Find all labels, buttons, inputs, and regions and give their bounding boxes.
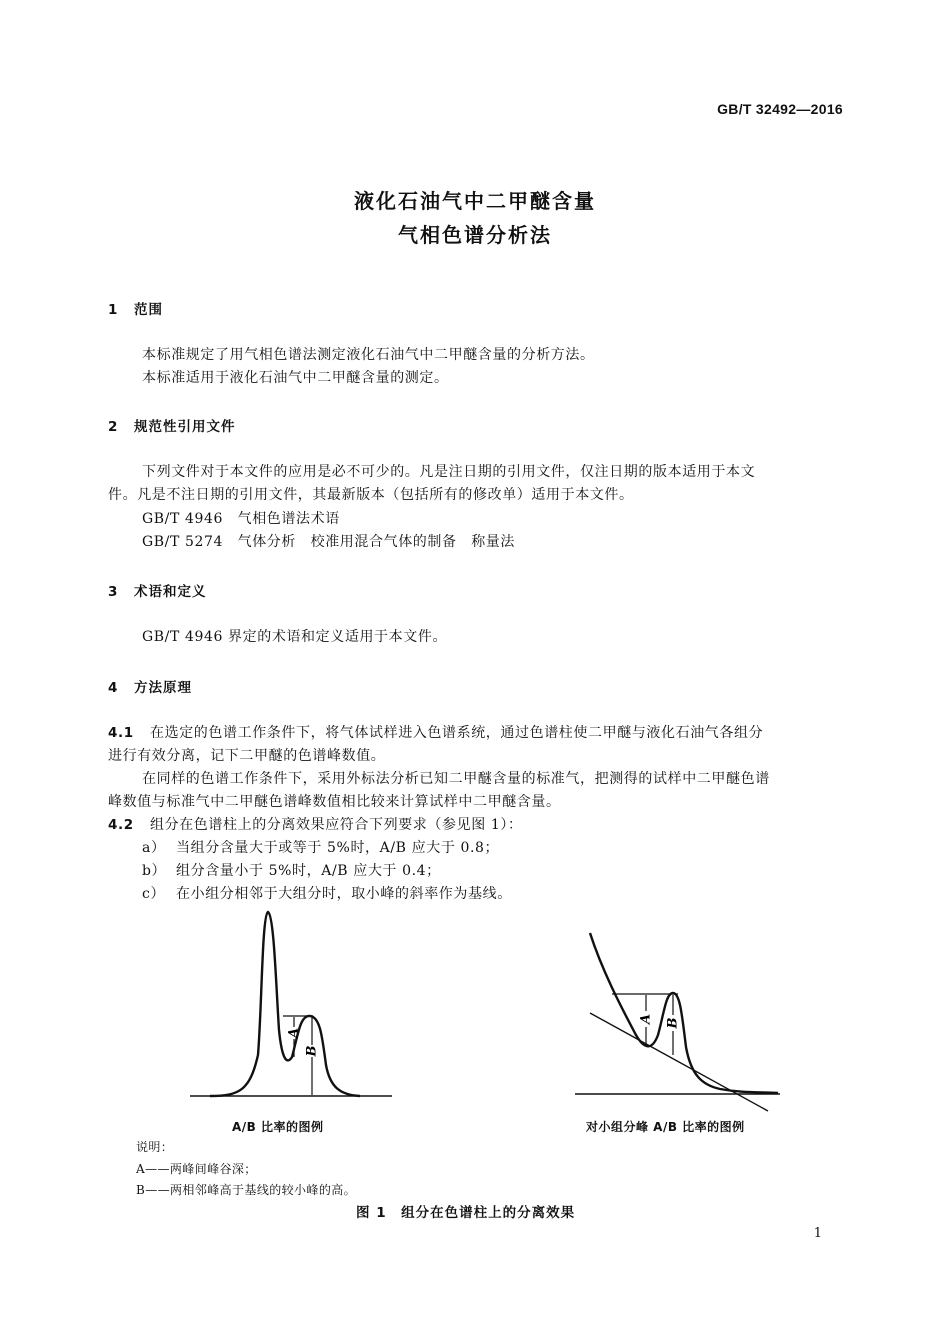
list-text: 在小组分相邻于大组分时，取小峰的斜率作为基线。	[176, 886, 512, 902]
section-3-heading	[108, 580, 207, 600]
list-marker: a）	[142, 840, 166, 856]
list-item	[142, 883, 512, 903]
list-marker: c）	[142, 886, 166, 902]
document-title-line1: 液化石油气中二甲醚含量	[354, 189, 596, 213]
label-b: B	[304, 1045, 320, 1057]
section-number: 3	[108, 584, 119, 600]
label-a: A	[286, 1027, 302, 1039]
page-number: 1	[813, 1226, 822, 1241]
list-text: 当组分含量大于或等于 5%时，A/B 应大于 0.8；	[176, 840, 500, 856]
reference-item: GB/T 5274 气体分析 校准用混合气体的制备 称量法	[142, 534, 516, 550]
figure-note-a: A——两峰间峰谷深；	[136, 1162, 257, 1176]
section-4-heading	[108, 676, 192, 696]
section-title: 范围	[134, 302, 163, 318]
paragraph: 峰数值与标准气中二甲醚色谱峰数值相比较来计算试样中二甲醚含量。	[108, 794, 561, 810]
paragraph: 进行有效分离，记下二甲醚的色谱峰数值。	[108, 748, 386, 764]
chromatogram-right-figure	[570, 925, 790, 1120]
clause-4-2	[108, 814, 523, 834]
paragraph: 件。凡是不注日期的引用文件，其最新版本（包括所有的修改单）适用于本文件。	[108, 487, 634, 503]
reference-item: GB/T 4946 气相色谱法术语	[142, 511, 340, 527]
figure-note-title: 说明：	[136, 1140, 174, 1154]
section-number: 2	[108, 419, 119, 435]
paragraph: 在同样的色谱工作条件下，采用外标法分析已知二甲醚含量的标准气，把测得的试样中二甲醚色谱	[142, 771, 770, 787]
list-text: 组分含量小于 5%时，A/B 应大于 0.4；	[176, 863, 441, 879]
paragraph: 本标准适用于液化石油气中二甲醚含量的测定。	[142, 370, 449, 386]
clause-number: 4.2	[108, 817, 134, 833]
chromatogram-curve	[210, 912, 360, 1096]
right-figure-caption: 对小组分峰 A/B 比率的图例	[586, 1120, 745, 1134]
section-title: 方法原理	[134, 680, 192, 696]
section-title: 规范性引用文件	[134, 419, 236, 435]
label-a: A	[638, 1013, 654, 1025]
list-item	[142, 837, 499, 857]
label-b: B	[665, 1017, 681, 1029]
figure-title: 图 1 组分在色谱柱上的分离效果	[356, 1205, 576, 1221]
figure-note-b: B——两相邻峰高于基线的较小峰的高。	[136, 1183, 357, 1197]
section-number: 1	[108, 302, 119, 318]
section-1-heading	[108, 298, 163, 318]
clause-text: 组分在色谱柱上的分离效果应符合下列要求（参见图 1）：	[150, 817, 523, 833]
clause-4-1	[108, 722, 763, 742]
clause-text: 在选定的色谱工作条件下，将气体试样进入色谱系统，通过色谱柱使二甲醚与液化石油气各组分	[150, 725, 764, 741]
paragraph: GB/T 4946 界定的术语和定义适用于本文件。	[142, 629, 448, 645]
paragraph: 下列文件对于本文件的应用是必不可少的。凡是注日期的引用文件，仅注日期的版本适用于本文	[142, 464, 756, 480]
left-figure-caption: A/B 比率的图例	[232, 1120, 324, 1134]
list-item	[142, 860, 441, 880]
standard-code: GB/T 32492—2016	[717, 101, 843, 117]
chromatogram-curve	[590, 933, 778, 1093]
section-title: 术语和定义	[134, 584, 207, 600]
clause-number: 4.1	[108, 725, 134, 741]
list-marker: b）	[142, 863, 167, 879]
document-title-line2: 气相色谱分析法	[398, 223, 552, 247]
section-2-heading	[108, 415, 236, 435]
section-number: 4	[108, 680, 119, 696]
paragraph: 本标准规定了用气相色谱法测定液化石油气中二甲醚含量的分析方法。	[142, 347, 595, 363]
chromatogram-left-figure	[180, 905, 400, 1105]
